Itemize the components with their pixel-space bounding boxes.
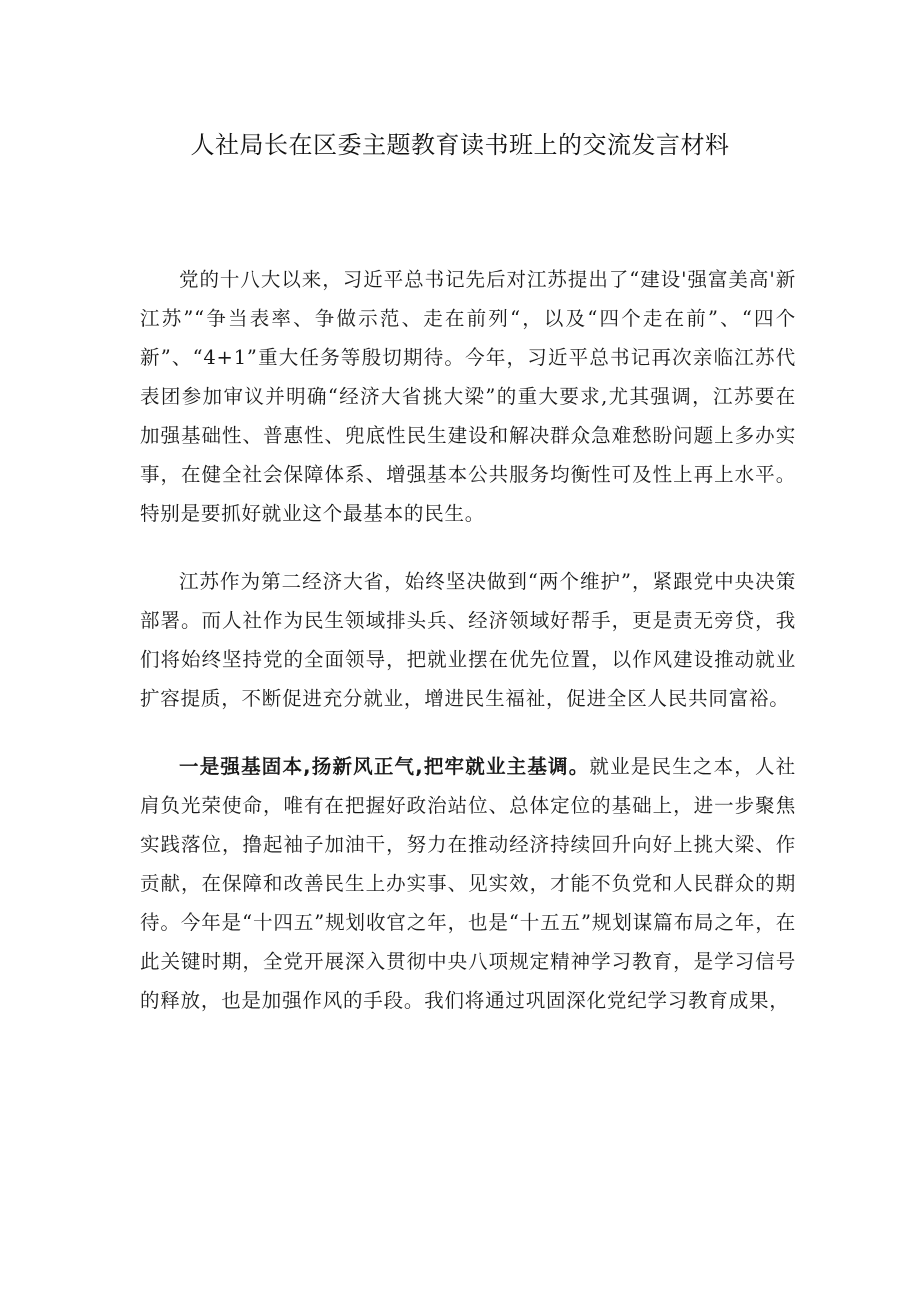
document-title: 人社局长在区委主题教育读书班上的交流发言材料 [190, 131, 730, 159]
paragraph-2 [140, 562, 796, 718]
paragraph-3-text: 就业是民生之本，人社肩负光荣使命，唯有在把握好政治站位、总体定位的基础上，进一步聚焦实践落位，撸起袖子加油干，努力在推动经济持续回升向好上挑大梁、作贡献，在保障和改善民生上办实事、见实效，才能不负党和人民群众的期待。今年是“十四五”规划收官之年，也是“十五五”规划谋篇布局之年，在此关键时期，全党开展深入贯彻中央八项规定精神学习教育，是学习信号的释放，也是加强作风的手段。我们将通过巩固深化党纪学习教育成果， [140, 755, 796, 1012]
document-body [140, 260, 796, 1020]
paragraph-1 [140, 260, 796, 533]
paragraph-3 [140, 747, 796, 1020]
paragraph-3-lead: 一是强基固本,扬新风正气,把牢就业主基调。 [179, 755, 590, 778]
paragraph-2-text: 江苏作为第二经济大省，始终坚决做到“两个维护”，紧跟党中央决策部署。而人社作为民生领域排头兵、经济领域好帮手，更是责无旁贷，我们将始终坚持党的全面领导，把就业摆在优先位置，以作风建设推动就业扩容提质，不断促进充分就业，增进民生福祉，促进全区人民共同富裕。 [140, 570, 796, 710]
paragraph-1-text: 党的十八大以来，习近平总书记先后对江苏提出了“建设'强富美高'新江苏”“争当表率、争做示范、走在前列“，以及“四个走在前”、“四个新”、“4+1”重大任务等殷切期待。今年，习近平总书记再次亲临江苏代表团参加审议并明确“经济大省挑大梁”的重大要求,尤其强调，江苏要在加强基础性、普惠性、兜底性民生建设和解决群众急难愁盼问题上多办实事，在健全社会保障体系、增强基本公共服务均衡性可及性上再上水平。特别是要抓好就业这个最基本的民生。 [140, 268, 796, 525]
